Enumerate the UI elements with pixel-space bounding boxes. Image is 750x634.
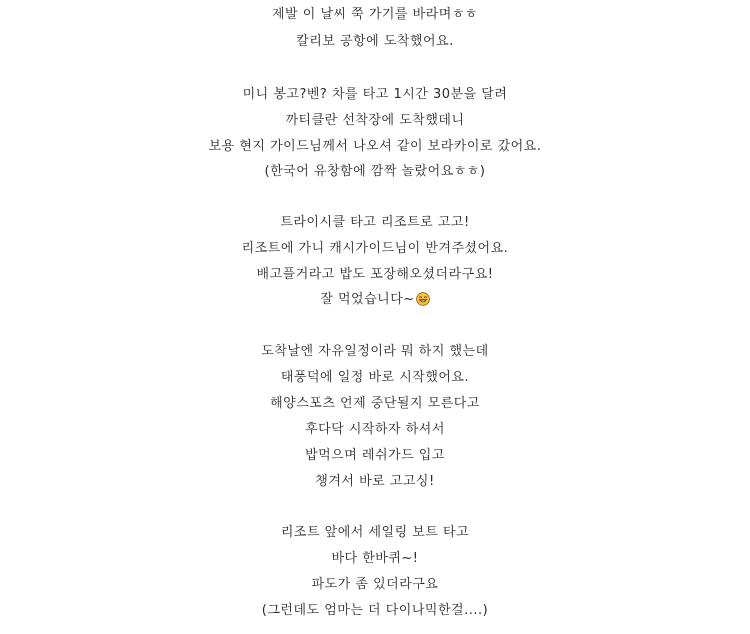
text-line: 후다닥 시작하자 하셔서 bbox=[305, 422, 445, 437]
text-line: (그런데도 엄마는 더 다이나믹한걸....) bbox=[261, 603, 489, 618]
text-line: 리조트에 가니 캐시가이드님이 반겨주셨어요. bbox=[241, 241, 509, 256]
text-line: 잘 먹었습니다~ bbox=[320, 292, 415, 307]
text-line-with-emoji bbox=[0, 291, 750, 309]
text-line: 배고플거라고 밥도 포장해오셨더라구요! bbox=[256, 267, 494, 282]
text-line: 해양스포츠 언제 중단될지 모른다고 bbox=[270, 396, 480, 411]
text-line: 트라이시클 타고 리조트로 고고! bbox=[280, 215, 470, 230]
text-line: 챙겨서 바로 고고싱! bbox=[315, 474, 435, 489]
text-line: 밥먹으며 레쉬가드 입고 bbox=[305, 448, 445, 463]
text-line: 제발 이 날씨 쭉 가기를 바라며ㅎㅎ bbox=[272, 7, 478, 22]
text-line: 미니 봉고?벤? 차를 타고 1시간 30분을 달려 bbox=[242, 87, 508, 102]
grinning-face-icon bbox=[416, 292, 430, 306]
text-line: 바다 한바퀴~! bbox=[331, 551, 419, 566]
text-line: 까티클란 선착장에 도착했데니 bbox=[285, 113, 465, 128]
text-line: 파도가 좀 있더라구요 bbox=[311, 577, 439, 592]
text-line: 도착날엔 자유일정이라 뭐 하지 했는데 bbox=[261, 344, 489, 359]
text-line: 칼리보 공항에 도착했어요. bbox=[296, 34, 454, 49]
text-line: 보용 현지 가이드님께서 나오셔 같이 보라카이로 갔어요. bbox=[208, 139, 542, 154]
text-line: 태풍덕에 일정 바로 시작했어요. bbox=[280, 370, 470, 385]
text-line: 리조트 앞에서 세일링 보트 타고 bbox=[280, 525, 470, 540]
text-line: (한국어 유창함에 깜짝 놀랐어요ㅎㅎ) bbox=[264, 164, 486, 179]
